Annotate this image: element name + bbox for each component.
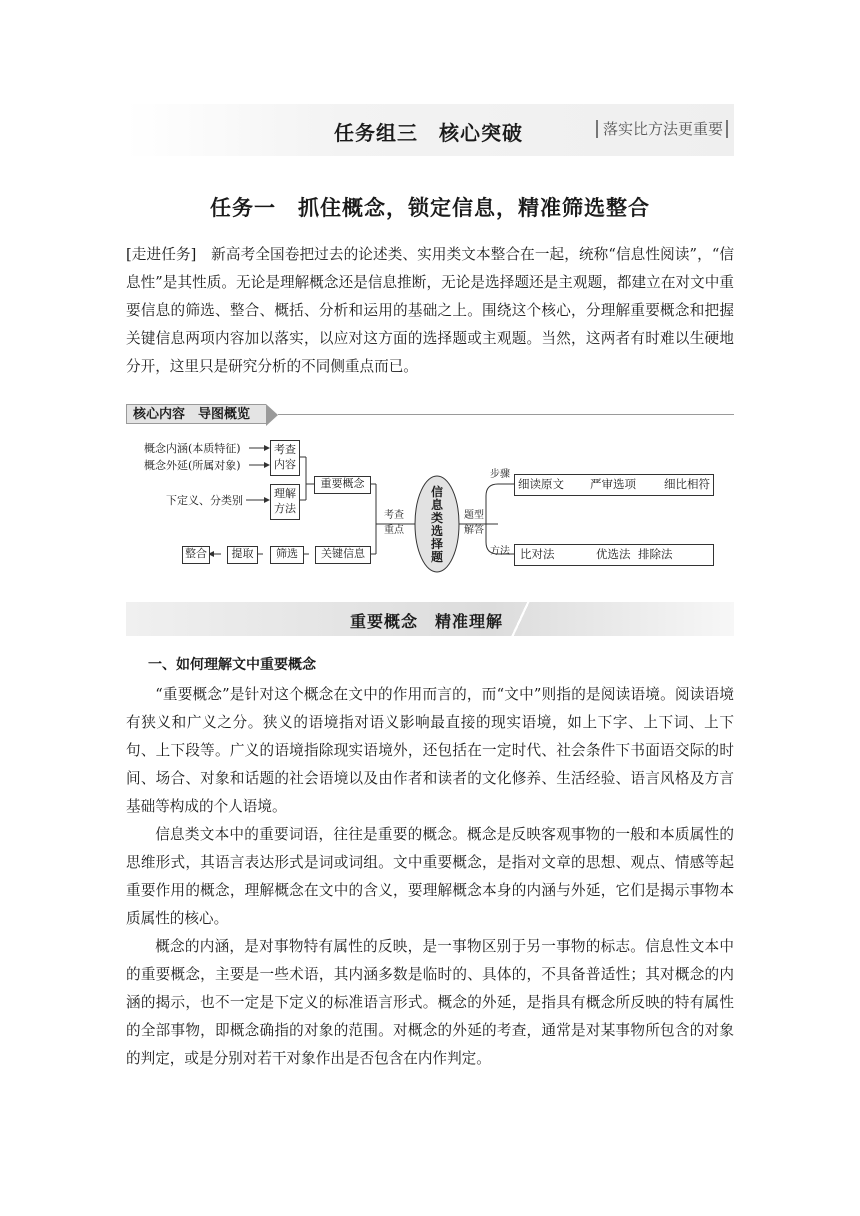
screen-box: 筛选 <box>270 546 304 564</box>
question-type-label: 题型解答 <box>464 510 484 536</box>
section-bar-line <box>278 414 734 415</box>
center-node-label: 信息类选择题 <box>430 485 443 564</box>
method-select: 优选法 <box>596 547 631 561</box>
key-info-box: 关键信息 <box>315 546 371 564</box>
understand-method-box: 理解方法 <box>270 484 300 520</box>
concept-section-band <box>126 602 734 636</box>
important-concept-box: 重要概念 <box>314 476 371 494</box>
intro-paragraph: [走进任务] 新高考全国卷把过去的论述类、实用类文本整合在一起，统称“信息性阅读”，“信息性”是其性质。无论是理解概念还是信息推断，无论是选择题还是主观题，都建立在对文中重要信息的筛选、整合、概括、分析和运用的基础之上。围绕这个核心，分理解重要概念和把握关键信息两项内容加以落实，以应对这方面的选择题或主观题。当然，这两者有时难以生硬地分开，这里只是研究分析的不同侧重点而已。 <box>126 246 734 375</box>
section-bar-arrow <box>266 404 278 426</box>
task-group-title: 任务组三 核心突破 <box>334 121 523 145</box>
mind-map-diagram <box>126 430 734 580</box>
section-bar-overview <box>126 402 734 426</box>
step-review: 严审选项 <box>590 477 636 491</box>
extract-box: 提取 <box>227 546 258 564</box>
task-title: 任务一 抓住概念，锁定信息，精准筛选整合 <box>210 196 650 220</box>
exam-content-box: 考查内容 <box>270 440 300 476</box>
step-compare: 细比相符 <box>664 477 710 491</box>
section-bar-label: 核心内容 导图概览 <box>126 404 266 424</box>
method-compare: 比对法 <box>520 547 555 561</box>
step-read: 细读原文 <box>518 477 564 491</box>
subsection-heading: 一、如何理解文中重要概念 <box>148 657 316 673</box>
body-paragraph-2: 信息类文本中的重要词语，往往是重要的概念。概念是反映客观事物的一般和本质属性的思维形式，其语言表达形式是词或词组。文中重要概念，是指对文章的思想、观点、情感等起重要作用的概念，理解概念在文中的含义，要理解概念本身的内涵与外延，它们是揭示事物本质属性的核心。 <box>126 826 734 927</box>
band-slash-decoration <box>504 602 536 636</box>
body-paragraph-3: 概念的内涵，是对事物特有属性的反映，是一事物区别于另一事物的标志。信息性文本中的重要概念，主要是一些术语，其内涵多数是临时的、具体的，不具备普适性；其对概念的内涵的揭示，也不一定是下定义的标准语言形式。概念的外延，是指具有概念所反映的特有属性的全部事物，即概念确指的对象的范围。对概念的外延的考查，通常是对某事物所包含的对象的判定，或是分别对若干对象作出是否包含在内作判定。 <box>126 938 734 1067</box>
method-exclude: 排除法 <box>638 547 673 561</box>
task-group-header <box>126 104 734 156</box>
steps-label: 步骤 <box>490 469 510 480</box>
exam-focus-label: 考查重点 <box>384 510 404 536</box>
body-paragraph-1: “重要概念”是针对这个概念在文中的作用而言的，而“文中”则指的是阅读语境。阅读语境有狭义和广义之分。狭义的语境指对语义影响最直接的现实语境，如上下字、上下词、上下句、上下段等。广义的语境指除现实语境外，还包括在一定时代、社会条件下书面语交际的时间、场合、对象和话题的社会语境以及由作者和读者的文化修养、生活经验、语言风格及方言基础等构成的个人语境。 <box>126 686 734 815</box>
definition-label: 下定义、分类别 <box>166 494 243 507</box>
integrate-box: 整合 <box>182 546 210 564</box>
connotation-label: 概念内涵(本质特征) <box>144 442 241 455</box>
extension-label: 概念外延(所属对象) <box>144 459 241 472</box>
header-slogan: 落实比方法更重要 <box>596 120 728 138</box>
concept-section-title: 重要概念 精准理解 <box>350 612 504 631</box>
methods-label: 方法 <box>490 546 510 557</box>
